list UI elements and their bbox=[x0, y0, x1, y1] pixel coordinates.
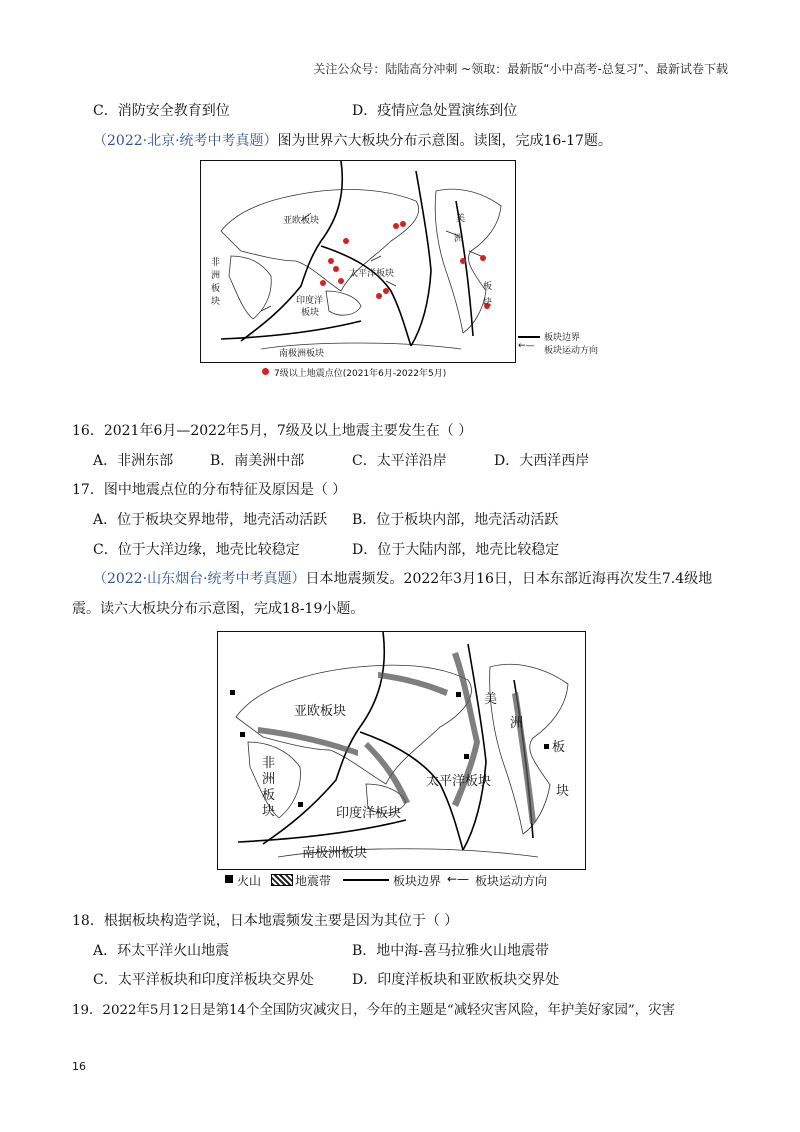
plate-map-1 bbox=[200, 160, 516, 363]
prev-option-d: D．疫情应急处置演练到位 bbox=[352, 103, 518, 119]
label2-american-4: 块 bbox=[556, 784, 570, 799]
q18-option-a: A．环太平洋火山地震 bbox=[93, 943, 230, 959]
plate-map-2-svg bbox=[218, 632, 585, 869]
label-african-2: 洲 bbox=[211, 271, 221, 281]
boundary-line-icon bbox=[518, 336, 540, 338]
label2-african-4: 块 bbox=[262, 804, 276, 819]
q18-option-c: C．太平洋板块和印度洋板块交界处 bbox=[93, 972, 314, 988]
motion-arrow-icon: ←— bbox=[518, 341, 535, 351]
map1-side-legend bbox=[518, 330, 608, 360]
label2-african-1: 非 bbox=[262, 756, 276, 771]
source-tag: （2022·北京·统考中考真题） bbox=[93, 133, 278, 149]
boundary-line-icon-2 bbox=[343, 879, 389, 881]
quake-dots bbox=[320, 221, 493, 309]
intro2-text1: 日本地震频发。2022年3月16日，日本东部近海再次发生7.4级地 bbox=[305, 571, 713, 587]
legend-quake-points: 7级以上地震点位(2021年6月-2022年5月) bbox=[274, 369, 447, 379]
label-indian-1: 印度洋 bbox=[296, 296, 324, 306]
intro-16-17 bbox=[93, 130, 612, 150]
label-african-1: 非 bbox=[211, 258, 221, 268]
label2-antarctic: 南极洲板块 bbox=[302, 846, 368, 861]
q16-option-a: A．非洲东部 bbox=[93, 453, 174, 469]
label-american-4: 块 bbox=[483, 298, 493, 308]
q17-stem: 17．图中地震点位的分布特征及原因是（ ） bbox=[72, 482, 347, 498]
q16-option-c: C．太平洋沿岸 bbox=[352, 453, 447, 469]
legend-motion: 板块运动方向 bbox=[544, 346, 599, 356]
q16-stem: 16．2021年6月—2022年5月，7级及以上地震主要发生在（ ） bbox=[72, 423, 473, 439]
q19-stem: 19．2022年5月12日是第14个全国防灾减灾日，今年的主题是“减轻灾害风险，年护美好家园”，灾害 bbox=[72, 1003, 675, 1018]
label-american-3: 板 bbox=[483, 282, 493, 292]
quake-dot-icon bbox=[262, 368, 269, 375]
intro-18-19-line1 bbox=[93, 568, 712, 588]
source-tag-2: （2022·山东烟台·统考中考真题） bbox=[93, 571, 306, 587]
legend-quake-belt: 地震带 bbox=[295, 874, 332, 888]
label-eurasian: 亚欧板块 bbox=[283, 216, 320, 226]
label2-african-3: 板 bbox=[262, 788, 276, 803]
plate-boundaries bbox=[221, 161, 473, 346]
q18-option-b: B．地中海-喜马拉雅火山地震带 bbox=[352, 943, 550, 959]
q17-option-d: D．位于大陆内部，地壳比较稳定 bbox=[352, 542, 560, 558]
label-african-4: 块 bbox=[211, 297, 221, 307]
motion-arrows bbox=[261, 213, 481, 311]
label2-american-3: 板 bbox=[552, 740, 566, 755]
q16-option-b: B．南美洲中部 bbox=[210, 453, 305, 469]
q16-option-d: D．大西洋西岸 bbox=[494, 453, 590, 469]
legend-boundary-2: 板块边界 bbox=[393, 874, 442, 888]
legend-volcano: 火山 bbox=[237, 874, 262, 888]
label2-american-1: 美 bbox=[484, 692, 498, 707]
label2-pacific: 太平洋板块 bbox=[426, 774, 492, 789]
q17-option-a: A．位于板块交界地带，地壳活动活跃 bbox=[93, 512, 328, 528]
map2-legend bbox=[225, 872, 585, 888]
plate-map-2 bbox=[217, 631, 586, 870]
intro-18-19-line2: 震。读六大板块分布示意图，完成18-19小题。 bbox=[72, 601, 365, 617]
motion-arrow-icon-2: ←— bbox=[447, 872, 470, 886]
q18-option-d: D．印度洋板块和亚欧板块交界处 bbox=[352, 972, 560, 988]
q18-stem: 18．根据板块构造学说，日本地震频发主要是因为其位于（ ） bbox=[72, 913, 459, 929]
legend-boundary: 板块边界 bbox=[544, 333, 581, 343]
label2-american-2: 洲 bbox=[510, 716, 524, 731]
prev-option-c: C．消防安全教育到位 bbox=[93, 103, 230, 119]
legend-motion-2: 板块运动方向 bbox=[475, 874, 548, 888]
label-indian-2: 板块 bbox=[301, 308, 320, 318]
quake-belt-icon bbox=[271, 874, 293, 886]
label-pacific: 太平洋板块 bbox=[349, 269, 395, 279]
label-antarctic: 南极洲板块 bbox=[279, 349, 325, 359]
label2-indian: 印度洋板块 bbox=[336, 806, 402, 821]
label2-eurasian: 亚欧板块 bbox=[294, 704, 347, 719]
label-american-2: 洲 bbox=[454, 234, 464, 244]
intro-text: 图为世界六大板块分布示意图。读图，完成16-17题。 bbox=[277, 133, 612, 149]
label-american-1: 美 bbox=[456, 214, 466, 224]
volcano-icon bbox=[225, 875, 233, 883]
page-header: 关注公众号：陆陆高分冲刺 ~领取：最新版“小中高考-总复习”、最新试卷下载 bbox=[313, 62, 728, 76]
plate-map-1-svg bbox=[201, 161, 515, 362]
label-african-3: 板 bbox=[211, 284, 221, 294]
page-number: 16 bbox=[72, 1060, 86, 1073]
q17-option-b: B．位于板块内部，地壳活动活跃 bbox=[352, 512, 559, 528]
label2-african-2: 洲 bbox=[262, 772, 276, 787]
q17-option-c: C．位于大洋边缘，地壳比较稳定 bbox=[93, 542, 300, 558]
